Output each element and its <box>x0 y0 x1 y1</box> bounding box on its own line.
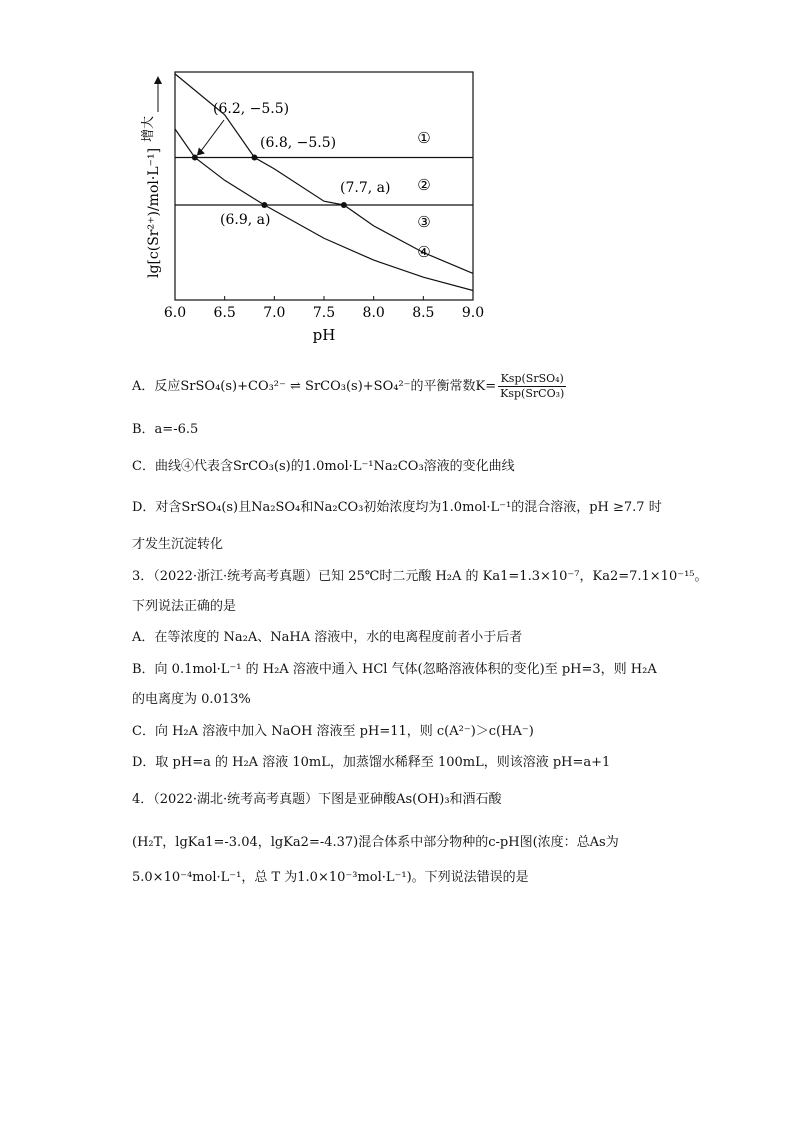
curve-label: ① <box>417 129 431 147</box>
option-a <box>132 372 566 401</box>
sr-ph-chart <box>0 0 794 360</box>
q3-stem-line2: 下列说法正确的是 <box>132 599 237 614</box>
point-label: (7.7, a) <box>340 180 391 196</box>
curve-label: ④ <box>417 243 431 261</box>
annotation-arrowhead <box>197 148 205 156</box>
option-a-k: K= <box>475 379 497 394</box>
x-tick-label: 6.5 <box>213 305 236 321</box>
data-point <box>251 155 257 161</box>
q4-stem-line1: 4．（2022·湖北·统考高考真题）下图是亚砷酸As(OH)₃和酒石酸 <box>132 792 502 807</box>
y-axis-label: lg[c(Sr²⁺)/mol·L⁻¹] <box>146 147 162 278</box>
ksp-numerator: Ksp(SrSO₄) <box>498 372 566 387</box>
q4-stem-line3: 5.0×10⁻⁴mol·L⁻¹，总 T 为1.0×10⁻³mol·L⁻¹)。下列说法错误的是 <box>132 870 529 885</box>
x-tick-label: 6.0 <box>163 305 187 321</box>
y-arrow-label: 增大 <box>141 115 156 142</box>
q4-stem-line2: (H₂T，lgKa1=-3.04，lgKa2=-4.37)混合体系中部分物种的c-pH图(浓度：总As为 <box>132 835 619 850</box>
series-line-4 <box>175 129 473 291</box>
option-d-line2: 才发生沉淀转化 <box>132 537 224 552</box>
option-a-reaction: SrSO₄(s)+CO₃²⁻ ⇌ SrCO₃(s)+SO₄²⁻ <box>180 379 411 394</box>
option-d-line1: D．对含SrSO₄(s)且Na₂SO₄和Na₂CO₃初始浓度均为1.0mol·L⁻¹的混合溶液，pH ≥7.7 时 <box>132 500 662 515</box>
annotation-arrow <box>200 120 224 153</box>
curve-label: ③ <box>417 213 431 231</box>
x-tick-label: 7.0 <box>263 305 286 321</box>
x-tick-label: 8.0 <box>362 305 385 321</box>
q3-option-d: D．取 pH=a 的 H₂A 溶液 10mL，加蒸馏水稀释至 100mL，则该溶液 pH=a+1 <box>132 755 611 770</box>
q3-option-b-line1: B．向 0.1mol·L⁻¹ 的 H₂A 溶液中通入 HCl 气体(忽略溶液体积的变化)至 pH=3，则 H₂A <box>132 662 657 677</box>
x-axis-label: pH <box>312 326 336 344</box>
point-label: (6.2, −5.5) <box>213 101 290 117</box>
curve-label: ② <box>417 176 431 194</box>
point-label: (6.9, a) <box>220 212 271 228</box>
chart-marks <box>164 74 484 321</box>
data-point <box>261 202 267 208</box>
ksp-denominator: Ksp(SrCO₃) <box>500 387 565 400</box>
q3-option-b-line2: 的电离度为 0.013% <box>132 692 251 707</box>
point-label: (6.8, −5.5) <box>260 135 337 151</box>
option-a-mid: 的平衡常数 <box>410 379 476 394</box>
q3-option-a: A．在等浓度的 Na₂A、NaHA 溶液中，水的电离程度前者小于后者 <box>132 630 523 645</box>
x-tick-label: 8.5 <box>412 305 435 321</box>
option-a-prefix: A．反应 <box>132 379 181 394</box>
q3-stem-line1: 3．（2022·浙江·统考高考真题）已知 25℃时二元酸 H₂A 的 Ka1=1.3×10⁻⁷，Ka2=7.1×10⁻¹⁵。 <box>132 569 708 584</box>
q3-option-c: C．向 H₂A 溶液中加入 NaOH 溶液至 pH=11，则 c(A²⁻)＞c(HA⁻) <box>132 724 534 739</box>
option-c: C．曲线④代表含SrCO₃(s)的1.0mol·L⁻¹Na₂CO₃溶液的变化曲线 <box>132 459 515 474</box>
option-b: B．a=-6.5 <box>132 422 199 437</box>
data-point <box>341 202 347 208</box>
y-axis-arrow <box>154 76 162 112</box>
ksp-fraction <box>498 372 566 401</box>
x-tick-label: 9.0 <box>461 305 485 321</box>
x-tick-label: 7.5 <box>312 305 336 321</box>
